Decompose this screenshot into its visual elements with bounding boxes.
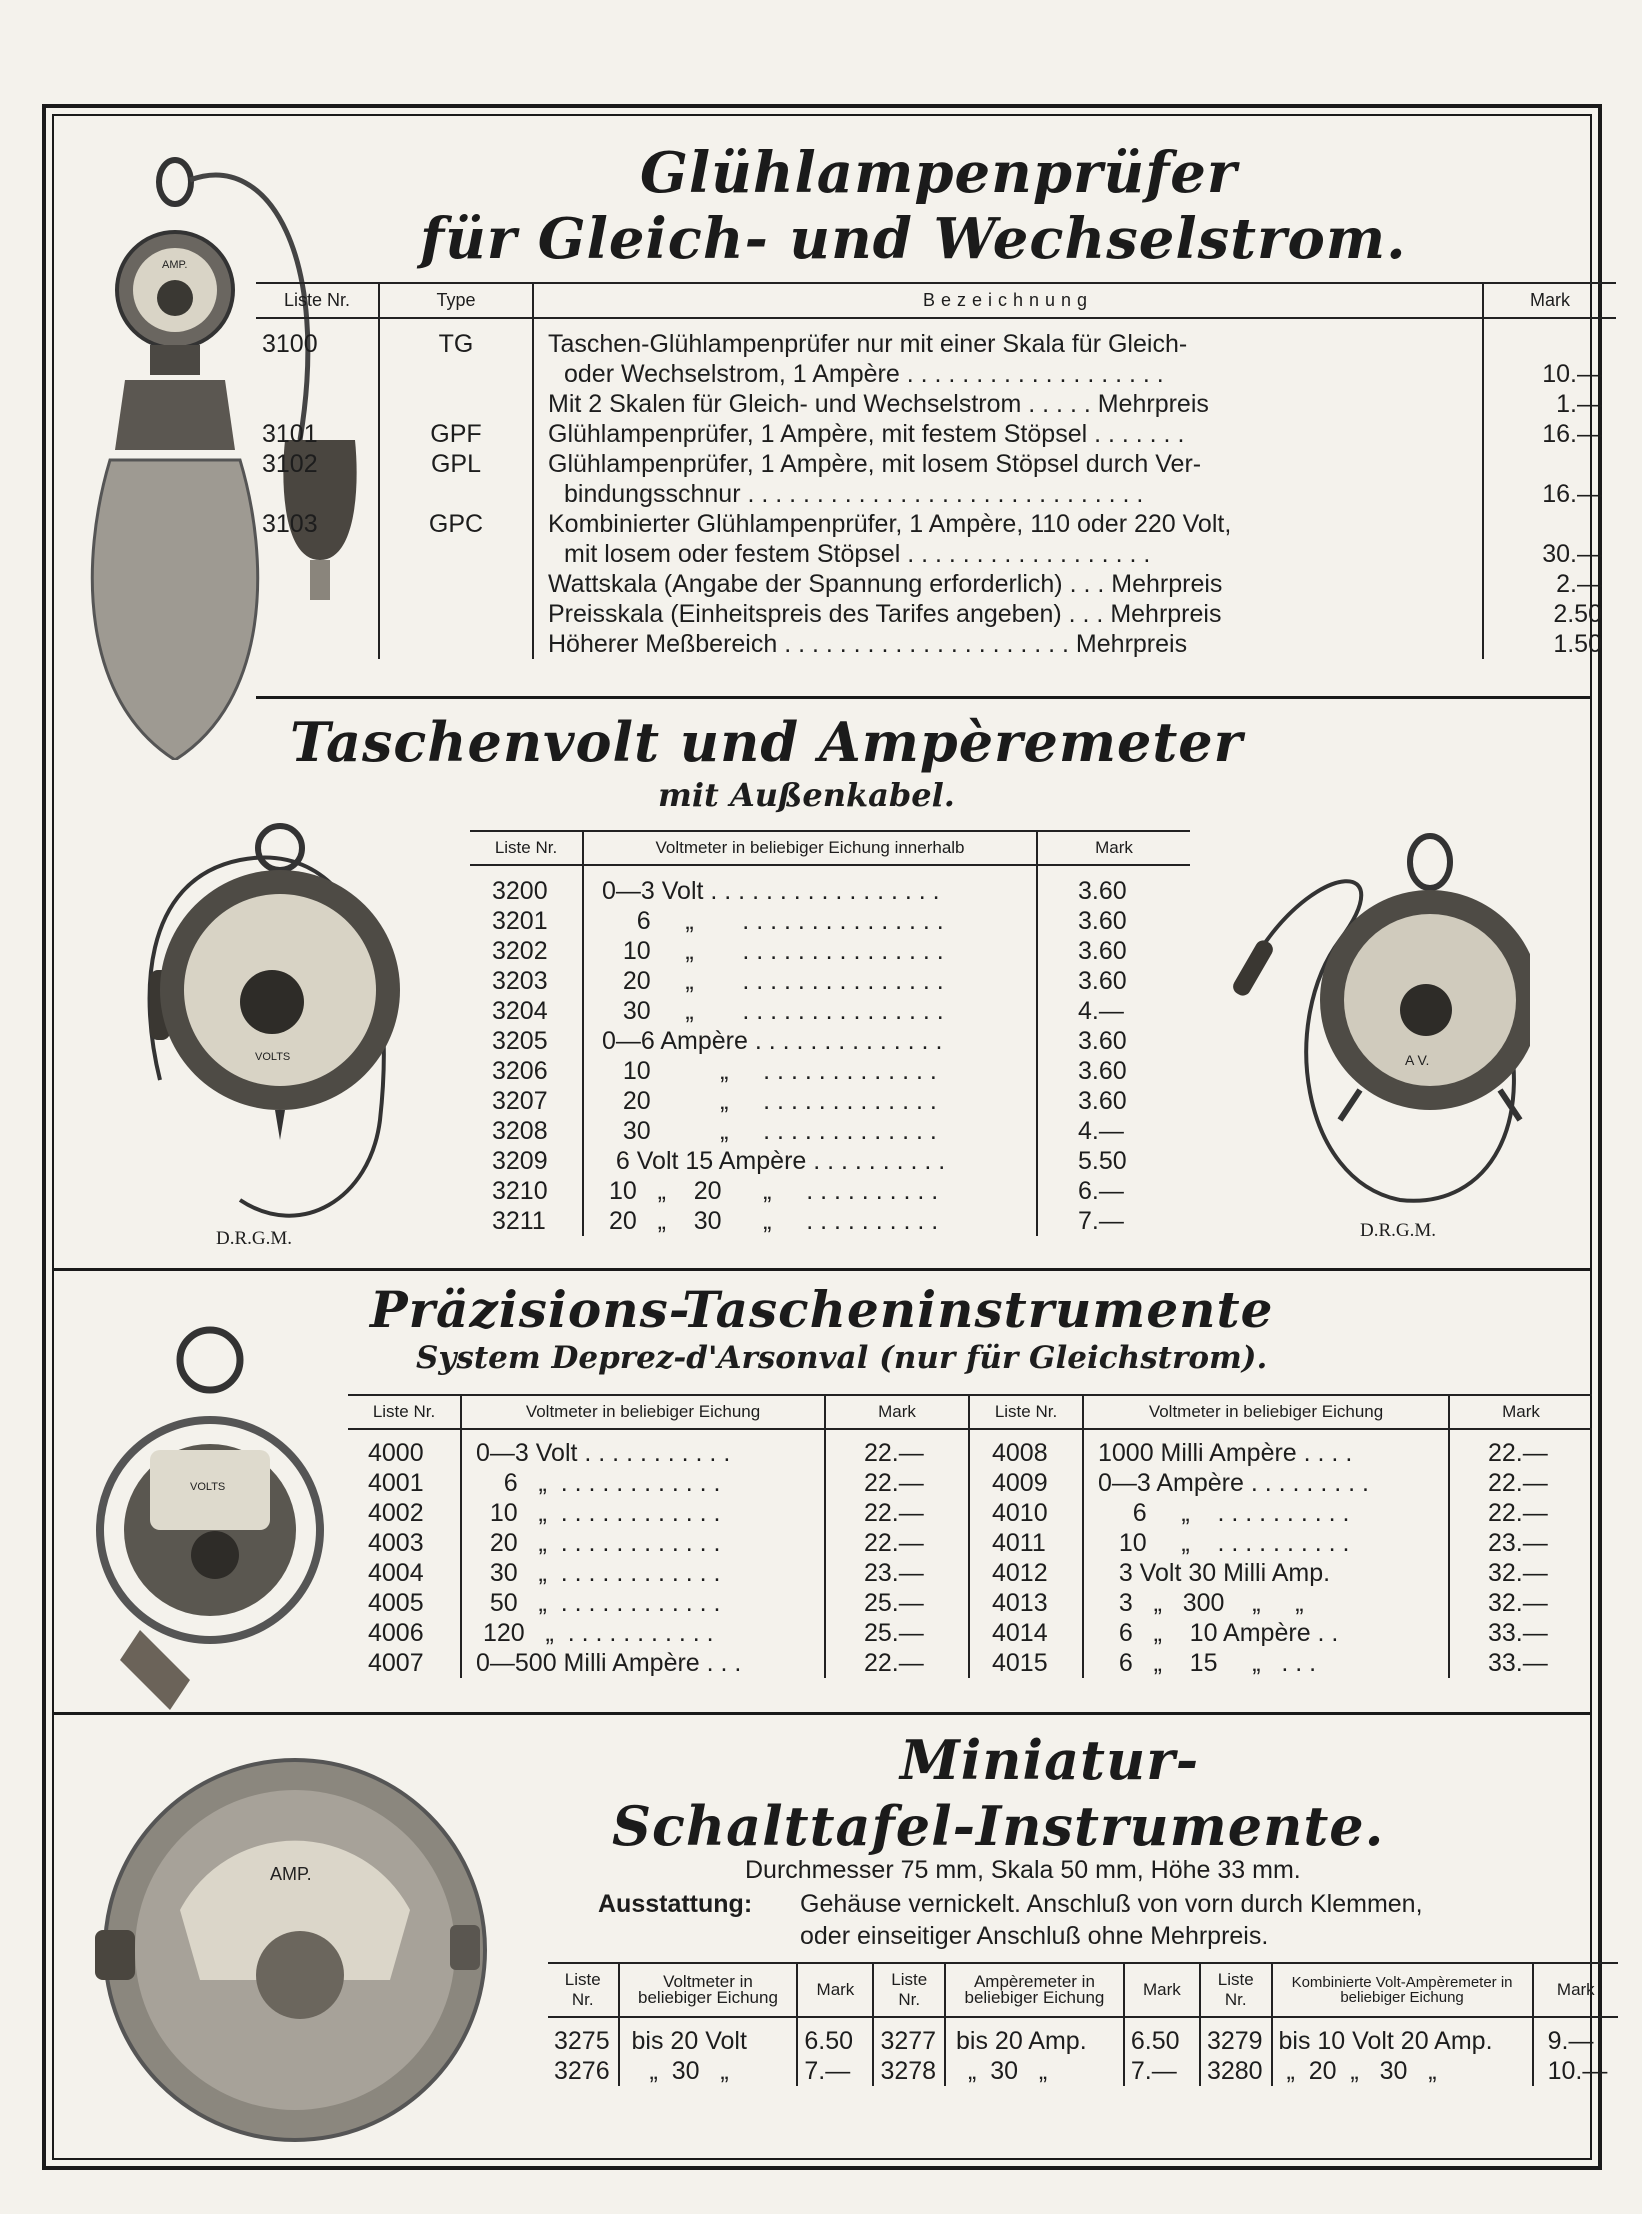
row-nr: 4005 — [368, 1589, 424, 1617]
row-desc: 10 „ . . . . . . . . . . . . — [461, 1498, 825, 1528]
col-volt-header: Voltmeter in beliebiger Eichung — [1083, 1395, 1449, 1429]
row-mark: 7.— — [1124, 2056, 1200, 2086]
row-nr: 3207 — [492, 1087, 548, 1115]
row-nr: 3279 — [1200, 2017, 1272, 2056]
precision-instrument-volts-label: VOLTS — [190, 1481, 226, 1493]
table-row — [969, 1588, 1592, 1618]
row-desc: 1000 Milli Ampère . . . . — [1083, 1429, 1449, 1468]
row-type: GPF — [379, 419, 533, 449]
row-nr: 3201 — [492, 907, 548, 935]
row-mark: 32.— — [1449, 1558, 1592, 1588]
section3-right-table — [968, 1394, 1592, 1678]
row-mark: 22.— — [825, 1429, 968, 1468]
row-nr: 3102 — [262, 450, 318, 478]
row-mark: 22.— — [1449, 1429, 1592, 1468]
row-mark: 3.60 — [1037, 906, 1190, 936]
row-mark: 33.— — [1449, 1618, 1592, 1648]
col-liste-header: Liste Nr. — [470, 831, 583, 865]
section4-ausstattung-line1: Gehäuse vernickelt. Anschluß von vorn durch Klemmen, — [800, 1890, 1423, 1918]
row-type: GPC — [379, 509, 533, 539]
table-row — [470, 1146, 1190, 1176]
row-nr: 4006 — [368, 1619, 424, 1647]
row-nr: 4012 — [969, 1558, 1083, 1588]
row-type: TG — [379, 318, 533, 359]
row-mark: 6.50 — [797, 2017, 873, 2056]
row-desc: 6 „ . . . . . . . . . . — [1083, 1498, 1449, 1528]
row-mark: 22.— — [825, 1468, 968, 1498]
row-desc: 10 „ . . . . . . . . . . . . . . . — [583, 936, 1037, 966]
table-row — [470, 966, 1190, 996]
section2-table — [470, 830, 1190, 1236]
col-liste-header: Liste Nr. — [256, 283, 379, 318]
row-mark: 3.60 — [1037, 966, 1190, 996]
row-nr: 3103 — [262, 510, 318, 538]
section4-dimensions: Durchmesser 75 mm, Skala 50 mm, Höhe 33 mm. — [745, 1856, 1301, 1884]
row-desc: 6 „ 10 Ampère . . — [1083, 1618, 1449, 1648]
row-mark: 22.— — [825, 1648, 968, 1678]
row-nr — [256, 569, 379, 599]
row-mark: 22.— — [825, 1528, 968, 1558]
table-row — [256, 569, 1616, 599]
row-mark: 16.— — [1483, 479, 1616, 509]
table-row — [470, 1206, 1190, 1236]
table-row — [256, 449, 1616, 479]
pocket-ampmeter-av-label: A V. — [1405, 1052, 1430, 1068]
table-row — [470, 1116, 1190, 1146]
row-nr: 4011 — [969, 1528, 1083, 1558]
col-mark1-header: Mark — [797, 1963, 873, 2017]
section4-title-line2: Schalttafel-Instrumente. — [612, 1794, 1385, 1858]
row-nr: 3276 — [554, 2057, 610, 2085]
row-type: GPL — [379, 449, 533, 479]
section1-title-line1: Glühlampenprüfer — [640, 140, 1238, 206]
table-row — [969, 1648, 1592, 1678]
row-nr: 3203 — [492, 967, 548, 995]
row-type — [379, 479, 533, 509]
section1-title-line2: für Gleich- und Wechselstrom. — [420, 206, 1407, 272]
row-nr: 4013 — [969, 1588, 1083, 1618]
table-row — [256, 629, 1616, 659]
row-type — [379, 599, 533, 629]
section3-title: Präzisions-Tascheninstrumente — [370, 1280, 1274, 1339]
row-nr: 3210 — [492, 1177, 548, 1205]
table-row — [969, 1468, 1592, 1498]
bulb-tester-amp-label: AMP. — [162, 259, 188, 271]
row-mark: 25.— — [825, 1618, 968, 1648]
table-row — [470, 1026, 1190, 1056]
table-row — [348, 1618, 968, 1648]
table-row — [470, 1176, 1190, 1206]
row-nr: 4001 — [368, 1469, 424, 1497]
row-mark: 2.— — [1483, 569, 1616, 599]
row-bez: Höherer Meßbereich . . . . . . . . . . . . . . . . . . . . . Mehrpreis — [533, 629, 1483, 659]
row-nr: 4010 — [969, 1498, 1083, 1528]
pocket-voltmeter-volts-label: VOLTS — [255, 1051, 291, 1063]
row-nr: 4003 — [368, 1529, 424, 1557]
row-type — [379, 539, 533, 569]
row-nr: 3204 — [492, 997, 548, 1025]
row-nr — [256, 389, 379, 419]
divider — [256, 696, 1592, 699]
panel-instrument-amp-label: AMP. — [270, 1864, 312, 1884]
row-desc: 20 „ . . . . . . . . . . . . — [461, 1528, 825, 1558]
row-nr: 3202 — [492, 937, 548, 965]
row-mark: 33.— — [1449, 1648, 1592, 1678]
row-nr: 3200 — [492, 877, 548, 905]
row-desc: bis 10 Volt 20 Amp. — [1272, 2017, 1533, 2056]
row-type — [379, 389, 533, 419]
table-row — [969, 1618, 1592, 1648]
col-komb-header: Kombinierte Volt-Ampèremeter in beliebiger Eichung — [1272, 1963, 1533, 2017]
row-mark: 10.— — [1533, 2056, 1618, 2086]
caption-left: D.R.G.M. — [216, 1228, 293, 1249]
row-nr: 3275 — [554, 2027, 610, 2055]
table-row — [348, 1648, 968, 1678]
row-desc: 20 „ . . . . . . . . . . . . . . . — [583, 966, 1037, 996]
row-mark: 16.— — [1483, 419, 1616, 449]
row-mark: 7.— — [797, 2056, 873, 2086]
col-volt-header: Voltmeter in beliebiger Eichung — [461, 1395, 825, 1429]
row-mark: 22.— — [1449, 1498, 1592, 1528]
col-mark-header: Mark — [825, 1395, 968, 1429]
row-mark — [1483, 509, 1616, 539]
col-liste3-header: Liste Nr. — [1200, 1963, 1272, 2017]
row-desc: 6 „ 15 „ . . . — [1083, 1648, 1449, 1678]
row-nr: 3280 — [1200, 2056, 1272, 2086]
row-bez: Preisskala (Einheitspreis des Tarifes angeben) . . . Mehrpreis — [533, 599, 1483, 629]
col-mark2-header: Mark — [1124, 1963, 1200, 2017]
row-nr: 3206 — [492, 1057, 548, 1085]
table-row — [348, 1558, 968, 1588]
col-liste-header: Liste Nr. — [348, 1395, 461, 1429]
row-mark: 7.— — [1037, 1206, 1190, 1236]
row-nr: 3211 — [492, 1207, 546, 1235]
section4-ausstattung-line2: oder einseitiger Anschluß ohne Mehrpreis. — [800, 1922, 1269, 1950]
precision-instrument-illustration — [80, 1320, 340, 1720]
table-row — [470, 996, 1190, 1026]
col-liste-header: Liste Nr. — [969, 1395, 1083, 1429]
pocket-voltmeter-illustration — [100, 820, 430, 1240]
row-mark: 2.50 — [1483, 599, 1616, 629]
table-row — [470, 936, 1190, 966]
row-mark: 23.— — [1449, 1528, 1592, 1558]
row-nr: 4014 — [969, 1618, 1083, 1648]
table-row — [548, 2017, 1618, 2056]
row-nr: 3209 — [492, 1147, 548, 1175]
row-desc: 10 „ 20 „ . . . . . . . . . . — [583, 1176, 1037, 1206]
section2-title: Taschenvolt und Ampèremeter — [290, 710, 1244, 774]
row-nr: 4000 — [368, 1439, 424, 1467]
panel-instrument-illustration — [90, 1730, 490, 2150]
row-nr: 3208 — [492, 1117, 548, 1145]
row-mark: 4.— — [1037, 996, 1190, 1026]
row-desc: 0—500 Milli Ampère . . . — [461, 1648, 825, 1678]
row-nr: 3101 — [262, 420, 318, 448]
col-mark-header: Mark — [1037, 831, 1190, 865]
table-row — [969, 1498, 1592, 1528]
row-mark: 3.60 — [1037, 1056, 1190, 1086]
row-desc: „ 20 „ 30 „ — [1272, 2056, 1533, 2086]
row-desc: 0—3 Volt . . . . . . . . . . . . . . . . . — [583, 865, 1037, 906]
row-type — [379, 569, 533, 599]
col-mark3-header: Mark — [1533, 1963, 1618, 2017]
row-mark — [1483, 318, 1616, 359]
row-nr: 3100 — [262, 330, 318, 358]
row-nr — [256, 539, 379, 569]
row-mark: 1.50 — [1483, 629, 1616, 659]
section3-subtitle: System Deprez-d'Arsonval (nur für Gleichstrom). — [416, 1340, 1268, 1376]
table-row — [348, 1588, 968, 1618]
section4-table — [548, 1962, 1618, 2086]
row-mark: 3.60 — [1037, 1026, 1190, 1056]
row-desc: 0—3 Ampère . . . . . . . . . — [1083, 1468, 1449, 1498]
pocket-ampmeter-illustration — [1200, 820, 1530, 1240]
row-bez: Taschen-Glühlampenprüfer nur mit einer Skala für Gleich- — [533, 318, 1483, 359]
row-nr — [256, 599, 379, 629]
row-nr: 4004 — [368, 1559, 424, 1587]
row-mark: 3.60 — [1037, 936, 1190, 966]
row-mark: 30.— — [1483, 539, 1616, 569]
row-desc: 30 „ . . . . . . . . . . . . . — [583, 1116, 1037, 1146]
col-liste1-header: Liste Nr. — [548, 1963, 619, 2017]
row-desc: „ 30 „ — [945, 2056, 1124, 2086]
col-type-header: Type — [379, 283, 533, 318]
section3-left-table — [348, 1394, 968, 1678]
col-volt-header: Voltmeter in beliebiger Eichung — [619, 1963, 798, 2017]
table-row — [548, 2056, 1618, 2086]
table-row — [256, 479, 1616, 509]
table-row — [348, 1528, 968, 1558]
section2-subtitle: mit Außenkabel. — [658, 776, 955, 814]
table-row — [256, 509, 1616, 539]
table-row — [256, 389, 1616, 419]
row-bez: Glühlampenprüfer, 1 Ampère, mit festem Stöpsel . . . . . . . — [533, 419, 1483, 449]
col-mark-header: Mark — [1449, 1395, 1592, 1429]
col-bez-header: Bezeichnung — [533, 283, 1483, 318]
row-mark: 32.— — [1449, 1588, 1592, 1618]
row-nr: 3277 — [873, 2017, 945, 2056]
row-desc: 3 Volt 30 Milli Amp. — [1083, 1558, 1449, 1588]
row-desc: 0—6 Ampère . . . . . . . . . . . . . . — [583, 1026, 1037, 1056]
row-nr: 3278 — [873, 2056, 945, 2086]
row-desc: 6 „ . . . . . . . . . . . . — [461, 1468, 825, 1498]
row-desc: 50 „ . . . . . . . . . . . . — [461, 1588, 825, 1618]
row-desc: bis 20 Amp. — [945, 2017, 1124, 2056]
row-mark: 3.60 — [1037, 865, 1190, 906]
row-mark: 6.— — [1037, 1176, 1190, 1206]
row-mark: 3.60 — [1037, 1086, 1190, 1116]
row-type — [379, 629, 533, 659]
section1-table — [256, 282, 1616, 659]
row-desc: 30 „ . . . . . . . . . . . . . . . — [583, 996, 1037, 1026]
table-row — [969, 1558, 1592, 1588]
col-mark-header: Mark — [1483, 283, 1616, 318]
row-nr: 4008 — [969, 1429, 1083, 1468]
table-row — [256, 359, 1616, 389]
table-row — [348, 1429, 968, 1468]
col-volt-header: Voltmeter in beliebiger Eichung innerhalb — [583, 831, 1037, 865]
section4-ausstattung-label: Ausstattung: — [598, 1890, 753, 1918]
row-mark: 5.50 — [1037, 1146, 1190, 1176]
row-nr — [256, 629, 379, 659]
row-desc: 10 „ . . . . . . . . . . . . . — [583, 1056, 1037, 1086]
row-bez: oder Wechselstrom, 1 Ampère . . . . . . . . . . . . . . . . . . . — [533, 359, 1483, 389]
row-desc: „ 30 „ — [619, 2056, 798, 2086]
table-row — [256, 539, 1616, 569]
row-mark: 1.— — [1483, 389, 1616, 419]
row-nr: 3205 — [492, 1027, 548, 1055]
divider — [52, 1712, 1592, 1715]
row-desc: 120 „ . . . . . . . . . . . — [461, 1618, 825, 1648]
row-desc: 10 „ . . . . . . . . . . — [1083, 1528, 1449, 1558]
row-mark: 4.— — [1037, 1116, 1190, 1146]
row-bez: mit losem oder festem Stöpsel . . . . . . . . . . . . . . . . . . — [533, 539, 1483, 569]
row-mark: 6.50 — [1124, 2017, 1200, 2056]
table-row — [470, 1086, 1190, 1116]
row-nr: 4015 — [969, 1648, 1083, 1678]
row-desc: bis 20 Volt — [619, 2017, 798, 2056]
row-nr: 4002 — [368, 1499, 424, 1527]
row-desc: 6 Volt 15 Ampère . . . . . . . . . . — [583, 1146, 1037, 1176]
table-row — [470, 865, 1190, 906]
row-bez: bindungsschnur . . . . . . . . . . . . . . . . . . . . . . . . . . . . . — [533, 479, 1483, 509]
row-mark: 22.— — [825, 1498, 968, 1528]
row-nr — [256, 479, 379, 509]
row-bez: Wattskala (Angabe der Spannung erforderlich) . . . Mehrpreis — [533, 569, 1483, 599]
row-nr: 4007 — [368, 1649, 424, 1677]
row-mark: 25.— — [825, 1588, 968, 1618]
col-liste2-header: Liste Nr. — [873, 1963, 945, 2017]
row-desc: 0—3 Volt . . . . . . . . . . . — [461, 1429, 825, 1468]
col-amp-header: Ampèremeter in beliebiger Eichung — [945, 1963, 1124, 2017]
row-mark: 22.— — [1449, 1468, 1592, 1498]
row-desc: 20 „ . . . . . . . . . . . . . — [583, 1086, 1037, 1116]
row-desc: 20 „ 30 „ . . . . . . . . . . — [583, 1206, 1037, 1236]
table-row — [348, 1468, 968, 1498]
row-desc: 3 „ 300 „ „ — [1083, 1588, 1449, 1618]
row-desc: 30 „ . . . . . . . . . . . . — [461, 1558, 825, 1588]
caption-right: D.R.G.M. — [1360, 1220, 1437, 1241]
table-row — [969, 1528, 1592, 1558]
divider — [52, 1268, 1592, 1271]
table-row — [348, 1498, 968, 1528]
table-row — [256, 599, 1616, 629]
row-type — [379, 359, 533, 389]
table-row — [470, 1056, 1190, 1086]
row-bez: Mit 2 Skalen für Gleich- und Wechselstrom . . . . . Mehrpreis — [533, 389, 1483, 419]
row-mark: 23.— — [825, 1558, 968, 1588]
row-mark: 9.— — [1533, 2017, 1618, 2056]
row-nr — [256, 359, 379, 389]
row-mark — [1483, 449, 1616, 479]
row-bez: Kombinierter Glühlampenprüfer, 1 Ampère, 110 oder 220 Volt, — [533, 509, 1483, 539]
section4-title-line1: Miniatur- — [900, 1728, 1200, 1792]
row-mark: 10.— — [1483, 359, 1616, 389]
table-row — [470, 906, 1190, 936]
row-bez: Glühlampenprüfer, 1 Ampère, mit losem Stöpsel durch Ver- — [533, 449, 1483, 479]
row-nr: 4009 — [969, 1468, 1083, 1498]
table-row — [969, 1429, 1592, 1468]
table-row — [256, 318, 1616, 359]
row-desc: 6 „ . . . . . . . . . . . . . . . — [583, 906, 1037, 936]
table-row — [256, 419, 1616, 449]
